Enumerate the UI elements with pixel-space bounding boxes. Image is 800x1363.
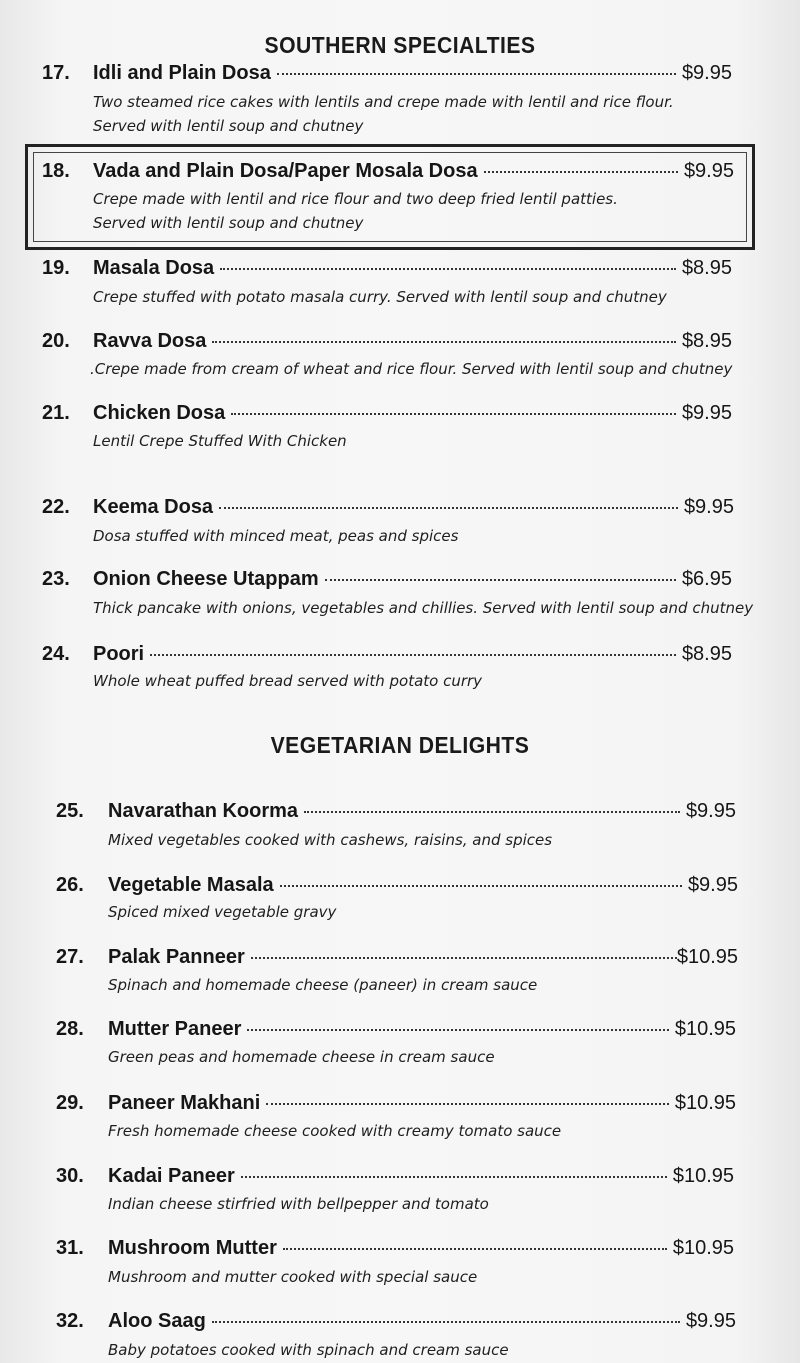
item-description: Served with lentil soup and chutney — [93, 117, 364, 135]
item-price: $9.95 — [683, 496, 734, 518]
item-name: Ravva Dosa — [93, 330, 207, 352]
leader-dots — [283, 1248, 667, 1250]
item-number: 22. — [42, 496, 70, 518]
item-number: 23. — [42, 568, 70, 590]
item-price: $8.95 — [681, 330, 732, 352]
leader-dots — [241, 1176, 667, 1178]
item-description: Mixed vegetables cooked with cashews, raisins, and spices — [108, 831, 553, 849]
item-price: $10.95 — [672, 1237, 734, 1259]
item-description: Dosa stuffed with minced meat, peas and spices — [93, 527, 459, 545]
leader-dots — [219, 507, 678, 509]
item-name: Palak Panneer — [108, 946, 245, 968]
leader-dots — [212, 1321, 680, 1323]
item-price: $9.95 — [683, 160, 734, 182]
item-number: 19. — [42, 257, 70, 279]
item-price: $10.95 — [674, 1018, 736, 1040]
item-price: $9.95 — [685, 1310, 736, 1332]
leader-dots — [150, 654, 676, 656]
leader-dots — [277, 73, 676, 75]
section-title-southern-specialties: SOUTHERN SPECIALTIES — [264, 32, 536, 58]
item-price: $8.95 — [681, 257, 732, 279]
item-name: Poori — [93, 643, 145, 665]
item-price: $10.95 — [674, 1092, 736, 1114]
item-price: $10.95 — [672, 1165, 734, 1187]
item-number: 31. — [56, 1237, 84, 1259]
leader-dots — [251, 957, 677, 959]
item-description: Whole wheat puffed bread served with potato curry — [93, 672, 483, 690]
item-number: 27. — [56, 946, 84, 968]
item-name: Chicken Dosa — [93, 402, 226, 424]
item-number: 32. — [56, 1310, 84, 1332]
item-name: Keema Dosa — [93, 496, 214, 518]
item-number: 26. — [56, 874, 84, 896]
item-number: 18. — [42, 160, 70, 182]
item-number: 17. — [42, 62, 70, 84]
item-name: Mutter Paneer — [108, 1018, 242, 1040]
item-description: Spiced mixed vegetable gravy — [108, 903, 337, 921]
item-number: 30. — [56, 1165, 84, 1187]
item-name: Onion Cheese Utappam — [93, 568, 319, 590]
item-number: 24. — [42, 643, 70, 665]
item-price: $9.95 — [681, 62, 732, 84]
item-description: Spinach and homemade cheese (paneer) in cream sauce — [108, 976, 538, 994]
item-description: Green peas and homemade cheese in cream sauce — [108, 1048, 495, 1066]
item-description: Indian cheese stirfried with bellpepper and tomato — [108, 1195, 489, 1213]
item-description: Served with lentil soup and chutney — [93, 214, 364, 232]
item-number: 20. — [42, 330, 70, 352]
leader-dots — [266, 1103, 669, 1105]
leader-dots — [231, 413, 676, 415]
leader-dots — [484, 171, 678, 173]
item-description: Crepe stuffed with potato masala curry. Served with lentil soup and chutney — [93, 288, 667, 306]
item-description: Lentil Crepe Stuffed With Chicken — [93, 432, 347, 450]
item-number: 25. — [56, 800, 84, 822]
item-price: $10.95 — [676, 946, 738, 968]
item-description: Thick pancake with onions, vegetables and chillies. Served with lentil soup and chutney — [93, 599, 754, 617]
item-name: Kadai Paneer — [108, 1165, 235, 1187]
leader-dots — [280, 885, 682, 887]
item-number: 28. — [56, 1018, 84, 1040]
item-description: Fresh homemade cheese cooked with creamy tomato sauce — [108, 1122, 562, 1140]
item-number: 29. — [56, 1092, 84, 1114]
item-number: 21. — [42, 402, 70, 424]
item-description: Two steamed rice cakes with lentils and crepe made with lentil and rice flour. — [93, 93, 674, 111]
leader-dots — [220, 268, 676, 270]
item-name: Mushroom Mutter — [108, 1237, 277, 1259]
item-name: Vegetable Masala — [108, 874, 274, 896]
item-price: $9.95 — [685, 800, 736, 822]
leader-dots — [304, 811, 680, 813]
item-name: Idli and Plain Dosa — [93, 62, 271, 84]
item-price: $6.95 — [681, 568, 732, 590]
item-description: .Crepe made from cream of wheat and rice flour. Served with lentil soup and chutney — [90, 360, 733, 378]
leader-dots — [247, 1029, 668, 1031]
item-name: Paneer Makhani — [108, 1092, 261, 1114]
item-name: Aloo Saag — [108, 1310, 206, 1332]
item-description: Baby potatoes cooked with spinach and cream sauce — [108, 1341, 509, 1359]
item-price: $8.95 — [681, 643, 732, 665]
leader-dots — [325, 579, 676, 581]
section-title-vegetarian-delights: VEGETARIAN DELIGHTS — [270, 732, 530, 758]
leader-dots — [212, 341, 676, 343]
item-description: Crepe made with lentil and rice flour and two deep fried lentil patties. — [93, 190, 618, 208]
item-price: $9.95 — [687, 874, 738, 896]
item-description: Mushroom and mutter cooked with special sauce — [108, 1268, 478, 1286]
item-name: Vada and Plain Dosa/Paper Mosala Dosa — [93, 160, 478, 182]
item-name: Navarathan Koorma — [108, 800, 299, 822]
item-price: $9.95 — [681, 402, 732, 424]
item-name: Masala Dosa — [93, 257, 215, 279]
